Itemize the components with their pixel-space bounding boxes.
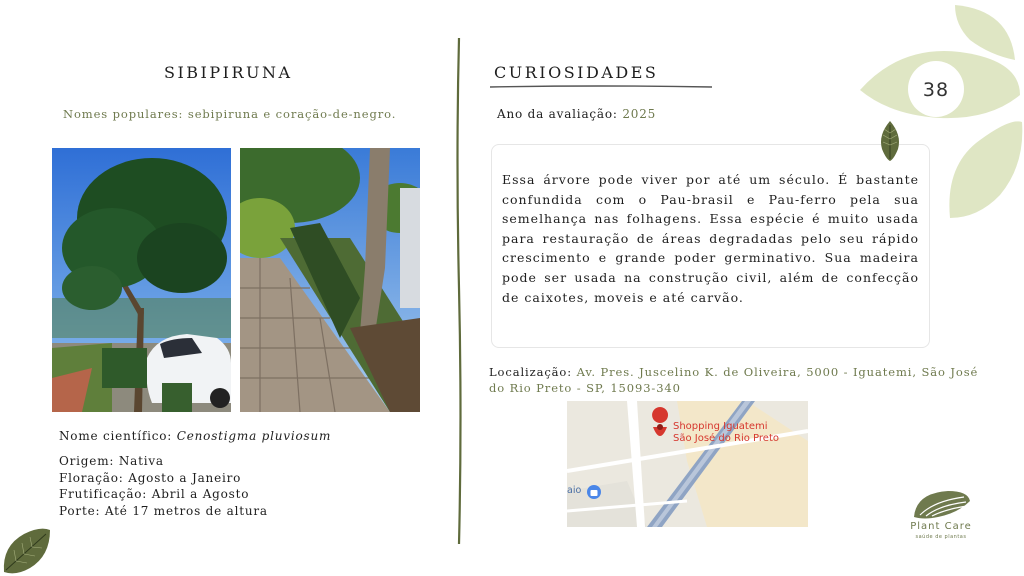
fruiting-text: Frutificação: Abril a Agosto — [59, 487, 250, 501]
map-pin-icon — [652, 407, 668, 423]
map-place-label — [673, 421, 779, 444]
popular-names-value: sebipiruna e coração-de-negro. — [187, 107, 397, 121]
map-partial-label: aio — [567, 485, 582, 496]
location-label: Localização: — [489, 365, 573, 379]
evaluation-year — [497, 107, 656, 121]
title-underline — [490, 84, 712, 90]
popular-names — [63, 107, 396, 121]
page-number: 38 — [922, 79, 950, 101]
vertical-divider — [455, 38, 463, 544]
map-place-line2: São José do Rio Preto — [673, 432, 779, 444]
logo-name: Plant Care — [910, 521, 972, 532]
tree-photo-street — [52, 148, 231, 412]
scientific-name-label: Nome científico: — [59, 429, 173, 443]
species-facts — [59, 453, 268, 519]
location-value: Av. Pres. Juscelino K. de Oliveira, 5000 - Iguatemi, São José do Rio Preto - SP, 15093-340 — [489, 365, 979, 395]
location — [489, 365, 979, 396]
evaluation-year-label: Ano da avaliação: — [497, 107, 618, 121]
popular-names-label: Nomes populares: — [63, 107, 184, 121]
size-text: Porte: Até 17 metros de altura — [59, 503, 268, 518]
plant-care-logo-icon — [904, 487, 978, 541]
leaf-icon — [878, 121, 902, 161]
scientific-name — [59, 429, 331, 443]
location-map[interactable] — [567, 401, 808, 527]
logo-tagline: saúde de plantas — [915, 534, 967, 540]
evaluation-year-value: 2025 — [622, 107, 657, 121]
curiosities-title: CURIOSIDADES — [494, 63, 659, 82]
scientific-name-value: Cenostigma pluviosum — [176, 429, 332, 443]
curiosities-text: Essa árvore pode viver por até um século. É bastante confundida com o Pau-brasil e Pau-ferro pela sua semelhança nas folhagens. Essa espécie é muito usada para restauração de áreas degradadas pelo seu rápido crescimento e grande poder germinativo. Sua madeira pode ser usada na construção civil, além de confecção de caixotes, moveis e até carvão. — [502, 172, 919, 305]
tree-photo-sidewalk — [240, 148, 420, 412]
map-place-line1: Shopping Iguatemi — [673, 421, 768, 432]
species-title: SIBIPIRUNA — [164, 63, 293, 82]
origin-text: Origem: Nativa — [59, 454, 164, 468]
flowering-text: Floração: Agosto a Janeiro — [59, 470, 242, 485]
corner-leaf-icon — [0, 526, 52, 576]
